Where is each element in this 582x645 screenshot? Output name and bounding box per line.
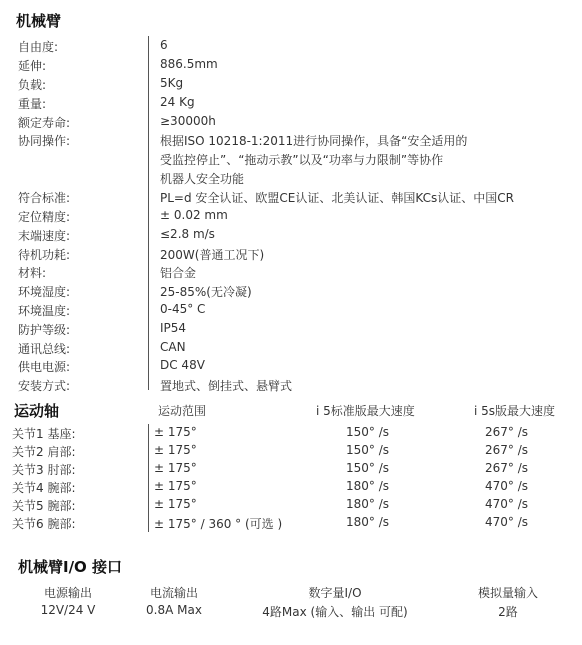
joint-range: ± 175°	[154, 479, 197, 493]
joint-range: ± 175°	[154, 425, 197, 439]
axis-col-header-range: 运动范围	[158, 404, 207, 418]
joint-std-speed: 150° /s	[346, 461, 390, 475]
joint-s-speed: 267° /s	[485, 425, 529, 439]
io-header-analog-input: 模拟量输入	[477, 586, 538, 600]
spec-label-lifetime: 额定寿命:	[18, 116, 71, 130]
joint-s-speed: 470° /s	[485, 515, 529, 529]
spec-value-collab-line2: 受监控停止”、“拖动示教”以及“功率与力限制”等协作	[160, 153, 444, 167]
spec-value-mounting: 置地式、倒挂式、悬臂式	[160, 379, 293, 393]
spec-value-lifetime: ≥30000h	[160, 114, 216, 128]
joint-s-speed: 267° /s	[485, 443, 529, 457]
spec-value-ip-rating: IP54	[160, 321, 187, 335]
io-header-current-output: 电流输出	[149, 586, 198, 600]
joint-label: 关节1 基座:	[12, 427, 76, 441]
axis-section-title: 运动轴	[14, 402, 60, 420]
spec-label-weight: 重量:	[18, 97, 47, 111]
axis-col-header-s-speed: i 5s版最大速度	[474, 404, 556, 418]
spec-label-accuracy: 定位精度:	[18, 210, 71, 224]
spec-label-collab: 协同操作:	[18, 134, 71, 148]
joint-range: ± 175°	[154, 461, 197, 475]
spec-value-material: 铝合金	[160, 266, 197, 280]
io-value-digital-io: 4路Max (输入、输出 可配)	[262, 605, 408, 619]
joint-label: 关节5 腕部:	[12, 499, 76, 513]
spec-label-power-supply: 供电电源:	[18, 360, 71, 374]
io-value-analog-input: 2路	[498, 605, 518, 619]
spec-value-payload: 5Kg	[160, 76, 184, 90]
spec-value-collab-line1: 根据ISO 10218-1:2011进行协同操作，具备“安全适用的	[160, 134, 468, 148]
spec-value-tcp-speed: ≤2.8 m/s	[160, 227, 215, 241]
spec-label-payload: 负载:	[18, 78, 47, 92]
spec-label-standards: 符合标准:	[18, 191, 71, 205]
spec-label-standby-power: 待机功耗:	[18, 248, 71, 262]
arm-section-title: 机械臂	[16, 12, 62, 30]
joint-range: ± 175°	[154, 443, 197, 457]
spec-value-dof: 6	[160, 38, 168, 52]
spec-value-weight: 24 Kg	[160, 95, 195, 109]
spec-label-reach: 延伸:	[18, 59, 47, 73]
spec-value-power-supply: DC 48V	[160, 358, 205, 372]
spec-value-reach: 886.5mm	[160, 57, 218, 71]
spec-value-temperature: 0-45° C	[160, 302, 206, 316]
joint-s-speed: 267° /s	[485, 461, 529, 475]
joint-std-speed: 180° /s	[346, 479, 390, 493]
joint-s-speed: 470° /s	[485, 497, 529, 511]
spec-label-humidity: 环境湿度:	[18, 285, 71, 299]
spec-label-material: 材料:	[18, 266, 47, 280]
joint-std-speed: 180° /s	[346, 497, 390, 511]
spec-value-bus: CAN	[160, 340, 186, 354]
spec-value-standards: PL=d 安全认证、欧盟CE认证、北美认证、韩国KCs认证、中国CR	[160, 191, 514, 205]
arm-divider	[148, 36, 149, 390]
spec-value-humidity: 25-85%(无冷凝)	[160, 285, 252, 299]
spec-label-bus: 通讯总线:	[18, 342, 71, 356]
spec-label-tcp-speed: 末端速度:	[18, 229, 71, 243]
joint-std-speed: 180° /s	[346, 515, 390, 529]
spec-value-collab-line3: 机器人安全功能	[160, 172, 245, 186]
io-value-current-output: 0.8A Max	[146, 603, 202, 617]
spec-label-dof: 自由度:	[18, 40, 59, 54]
joint-std-speed: 150° /s	[346, 425, 390, 439]
spec-value-standby-power: 200W(普通工况下)	[160, 248, 265, 262]
spec-label-ip-rating: 防护等级:	[18, 323, 71, 337]
spec-value-accuracy: ± 0.02 mm	[160, 208, 228, 222]
joint-std-speed: 150° /s	[346, 443, 390, 457]
axis-divider	[148, 424, 149, 532]
io-header-digital-io: 数字量I/O	[308, 586, 362, 600]
joint-label: 关节6 腕部:	[12, 517, 76, 531]
io-section-title: 机械臂I/O 接口	[18, 558, 123, 576]
joint-s-speed: 470° /s	[485, 479, 529, 493]
joint-range: ± 175° / 360 ° (可选 )	[154, 517, 283, 531]
axis-col-header-std-speed: i 5标准版最大速度	[316, 404, 415, 418]
spec-label-temperature: 环境温度:	[18, 304, 71, 318]
joint-label: 关节3 肘部:	[12, 463, 76, 477]
io-value-power-output: 12V/24 V	[40, 603, 96, 617]
io-header-power-output: 电源输出	[43, 586, 92, 600]
joint-label: 关节2 肩部:	[12, 445, 76, 459]
spec-label-mounting: 安装方式:	[18, 379, 71, 393]
joint-label: 关节4 腕部:	[12, 481, 76, 495]
joint-range: ± 175°	[154, 497, 197, 511]
